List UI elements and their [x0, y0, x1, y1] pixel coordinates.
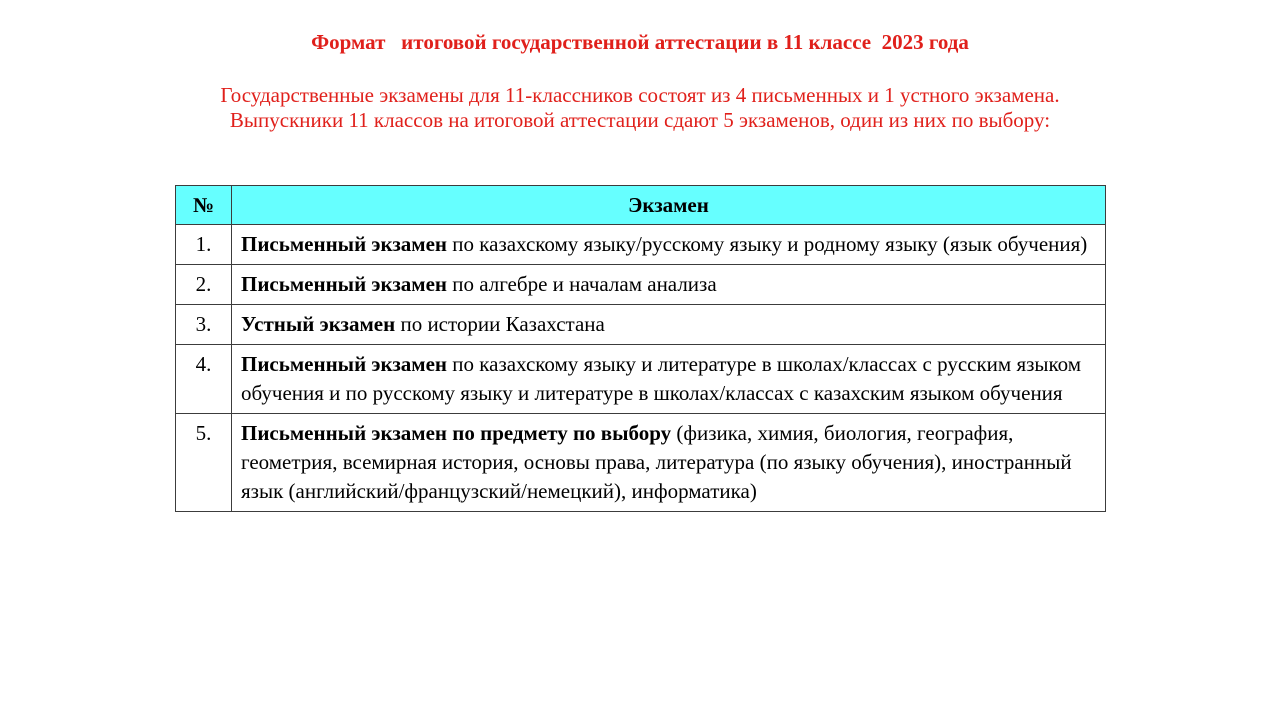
exam-type: Письменный экзамен: [241, 272, 447, 296]
exam-subject: по казахскому языку и литературе в школах/классах с русским языком обучения и по русскому языку и литературе в школах/классах с казахским языком обучения: [241, 352, 1082, 405]
exam-type: Устный экзамен: [241, 312, 396, 336]
exam-subject: (физика, химия, биология, география, геометрия, всемирная история, основы права, литература (по языку обучения), иностранный язык (английский/французский/немецкий), информатика): [241, 421, 1072, 503]
table-header-row: [176, 186, 1106, 225]
table-row: [176, 305, 1106, 345]
table-row: [176, 414, 1106, 512]
row-number: 2.: [176, 265, 232, 305]
row-number: 1.: [176, 225, 232, 265]
row-exam: [232, 265, 1106, 305]
header-number: №: [176, 186, 232, 225]
exam-type: Письменный экзамен: [241, 352, 447, 376]
row-exam: [232, 345, 1106, 414]
page-title: Формат итоговой государственной аттестации в 11 классе 2023 года: [311, 30, 969, 54]
row-number: 5.: [176, 414, 232, 512]
header-exam: Экзамен: [232, 186, 1106, 225]
row-number: 4.: [176, 345, 232, 414]
row-number: 3.: [176, 305, 232, 345]
exam-type: Письменный экзамен по предмету по выбору: [241, 421, 672, 445]
row-exam: [232, 225, 1106, 265]
row-exam: [232, 414, 1106, 512]
intro-paragraph: Государственные экзамены для 11-классников состоят из 4 письменных и 1 устного экзамена. Выпускники 11 классов на итоговой аттестации сдают 5 экзаменов, один из них по выбору:: [220, 83, 1060, 132]
table-row: [176, 265, 1106, 305]
row-exam: [232, 305, 1106, 345]
exam-subject: по алгебре и началам анализа: [447, 272, 717, 296]
exam-type: Письменный экзамен: [241, 232, 447, 256]
table-row: [176, 345, 1106, 414]
exam-table: [175, 185, 1106, 512]
exam-subject: по истории Казахстана: [395, 312, 605, 336]
exam-subject: по казахскому языку/русскому языку и родному языку (язык обучения): [447, 232, 1088, 256]
table-row: [176, 225, 1106, 265]
